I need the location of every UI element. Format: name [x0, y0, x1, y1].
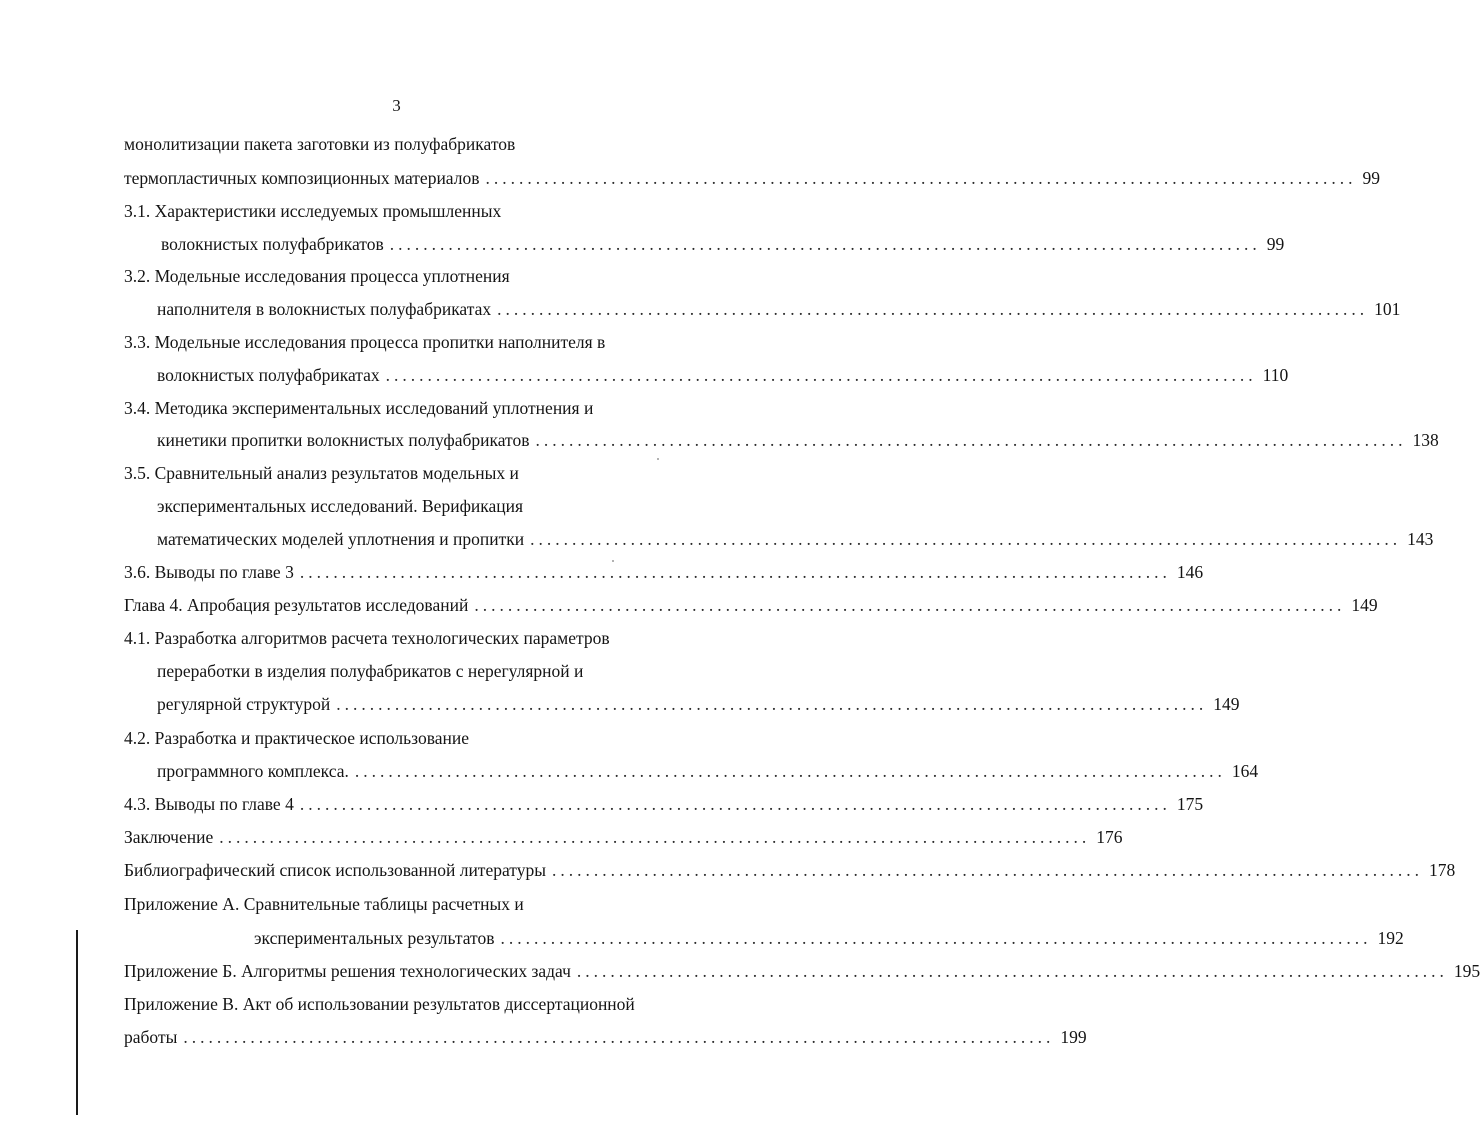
toc-page-number: 99: [1266, 234, 1285, 254]
dot-leader: ........................................................................................................: [485, 168, 1357, 188]
toc-entry-text: работы: [124, 1027, 178, 1047]
toc-entry: [124, 167, 1380, 189]
scan-margin-line: [76, 930, 78, 1115]
dot-leader: ........................................................................................................: [354, 761, 1226, 781]
toc-page-number: 149: [1213, 694, 1240, 714]
toc-entry: [157, 528, 1434, 550]
toc-entry: [124, 594, 1378, 616]
toc-line: Приложение А. Сравнительные таблицы расчетных и: [124, 894, 524, 914]
toc-entry-text: программного комплекса.: [157, 761, 349, 781]
dot-leader: ........................................................................................................: [576, 961, 1448, 981]
toc-entry: [161, 233, 1285, 255]
toc-line: 3.5. Сравнительный анализ результатов модельных и: [124, 463, 519, 483]
dot-leader: ........................................................................................................: [299, 794, 1171, 814]
dot-leader: ........................................................................................................: [336, 694, 1208, 714]
toc-page-number: 149: [1351, 595, 1378, 615]
toc-line: монолитизации пакета заготовки из полуфабрикатов: [124, 134, 516, 154]
toc-entry-text: волокнистых полуфабрикатах: [157, 365, 380, 385]
toc-page-number: 138: [1412, 430, 1439, 450]
dot-leader: ........................................................................................................: [551, 860, 1423, 880]
toc-entry: [124, 960, 1480, 982]
toc-page-number: 178: [1428, 860, 1456, 880]
toc-page-number: 176: [1096, 827, 1123, 847]
toc-entry-text: 3.6. Выводы по главе 3: [124, 562, 294, 582]
scan-speck: [657, 458, 659, 460]
dot-leader: ........................................................................................................: [385, 365, 1257, 385]
toc-line: 3.1. Характеристики исследуемых промышленных: [124, 201, 502, 221]
toc-entry-text: волокнистых полуфабрикатов: [161, 234, 384, 254]
dot-leader: ........................................................................................................: [389, 234, 1261, 254]
dot-leader: ........................................................................................................: [500, 928, 1372, 948]
toc-entry-text: экспериментальных результатов: [254, 928, 495, 948]
toc-line: переработки в изделия полуфабрикатов с нерегулярной и: [157, 661, 584, 681]
toc-line: Приложение В. Акт об использовании результатов диссертационной: [124, 994, 635, 1014]
toc-entry-text: математических моделей уплотнения и пропитки: [157, 529, 525, 549]
dot-leader: ........................................................................................................: [497, 299, 1369, 319]
toc-entry: [254, 927, 1404, 949]
toc-entry-text: Заключение: [124, 827, 214, 847]
toc-page-number: 164: [1231, 761, 1259, 781]
dot-leader: ........................................................................................................: [474, 595, 1346, 615]
page-number: 3: [392, 96, 401, 115]
toc-entry: [124, 1026, 1087, 1048]
toc-entry: [157, 429, 1439, 451]
toc-page-number: 199: [1060, 1027, 1087, 1047]
toc-entry: [124, 826, 1123, 848]
toc-entry: [157, 364, 1289, 386]
dot-leader: ........................................................................................................: [183, 1027, 1055, 1047]
toc-line: 3.3. Модельные исследования процесса пропитки наполнителя в: [124, 332, 606, 352]
toc-page-number: 146: [1176, 562, 1204, 582]
toc-page-number: 143: [1407, 529, 1434, 549]
toc-page-number: 195: [1453, 961, 1480, 981]
dot-leader: ........................................................................................................: [219, 827, 1091, 847]
toc-entry-text: наполнителя в волокнистых полуфабрикатах: [157, 299, 492, 319]
toc-page-number: 192: [1377, 928, 1404, 948]
toc-entry: [124, 793, 1204, 815]
toc-entry-text: 4.3. Выводы по главе 4: [124, 794, 294, 814]
dot-leader: ........................................................................................................: [530, 529, 1402, 549]
toc-line: экспериментальных исследований. Верификация: [157, 496, 524, 516]
dot-leader: ........................................................................................................: [299, 562, 1171, 582]
toc-entry-text: Библиографический список использованной литературы: [124, 860, 546, 880]
toc-entry: [157, 693, 1240, 715]
toc-line: 4.1. Разработка алгоритмов расчета технологических параметров: [124, 628, 610, 648]
toc-entry-text: Приложение Б. Алгоритмы решения технологических задач: [124, 961, 571, 981]
toc-page-number: 99: [1362, 168, 1380, 188]
toc-entry: [124, 561, 1204, 583]
toc-line: 3.4. Методика экспериментальных исследований уплотнения и: [124, 398, 594, 418]
toc-entry: [124, 859, 1456, 881]
toc-page-number: 175: [1176, 794, 1204, 814]
toc-page-number: 101: [1374, 299, 1401, 319]
toc-line: 4.2. Разработка и практическое использование: [124, 728, 469, 748]
toc-page-number: 110: [1262, 365, 1289, 385]
toc-entry: [157, 760, 1259, 782]
toc-entry-text: регулярной структурой: [157, 694, 331, 714]
dot-leader: ........................................................................................................: [535, 430, 1407, 450]
toc-entry-text: термопластичных композиционных материалов: [124, 168, 480, 188]
toc-line: 3.2. Модельные исследования процесса уплотнения: [124, 266, 510, 286]
toc-entry-text: кинетики пропитки волокнистых полуфабрикатов: [157, 430, 530, 450]
toc-entry-text: Глава 4. Апробация результатов исследований: [124, 595, 469, 615]
toc-entry: [157, 298, 1401, 320]
scan-speck: [612, 560, 614, 562]
